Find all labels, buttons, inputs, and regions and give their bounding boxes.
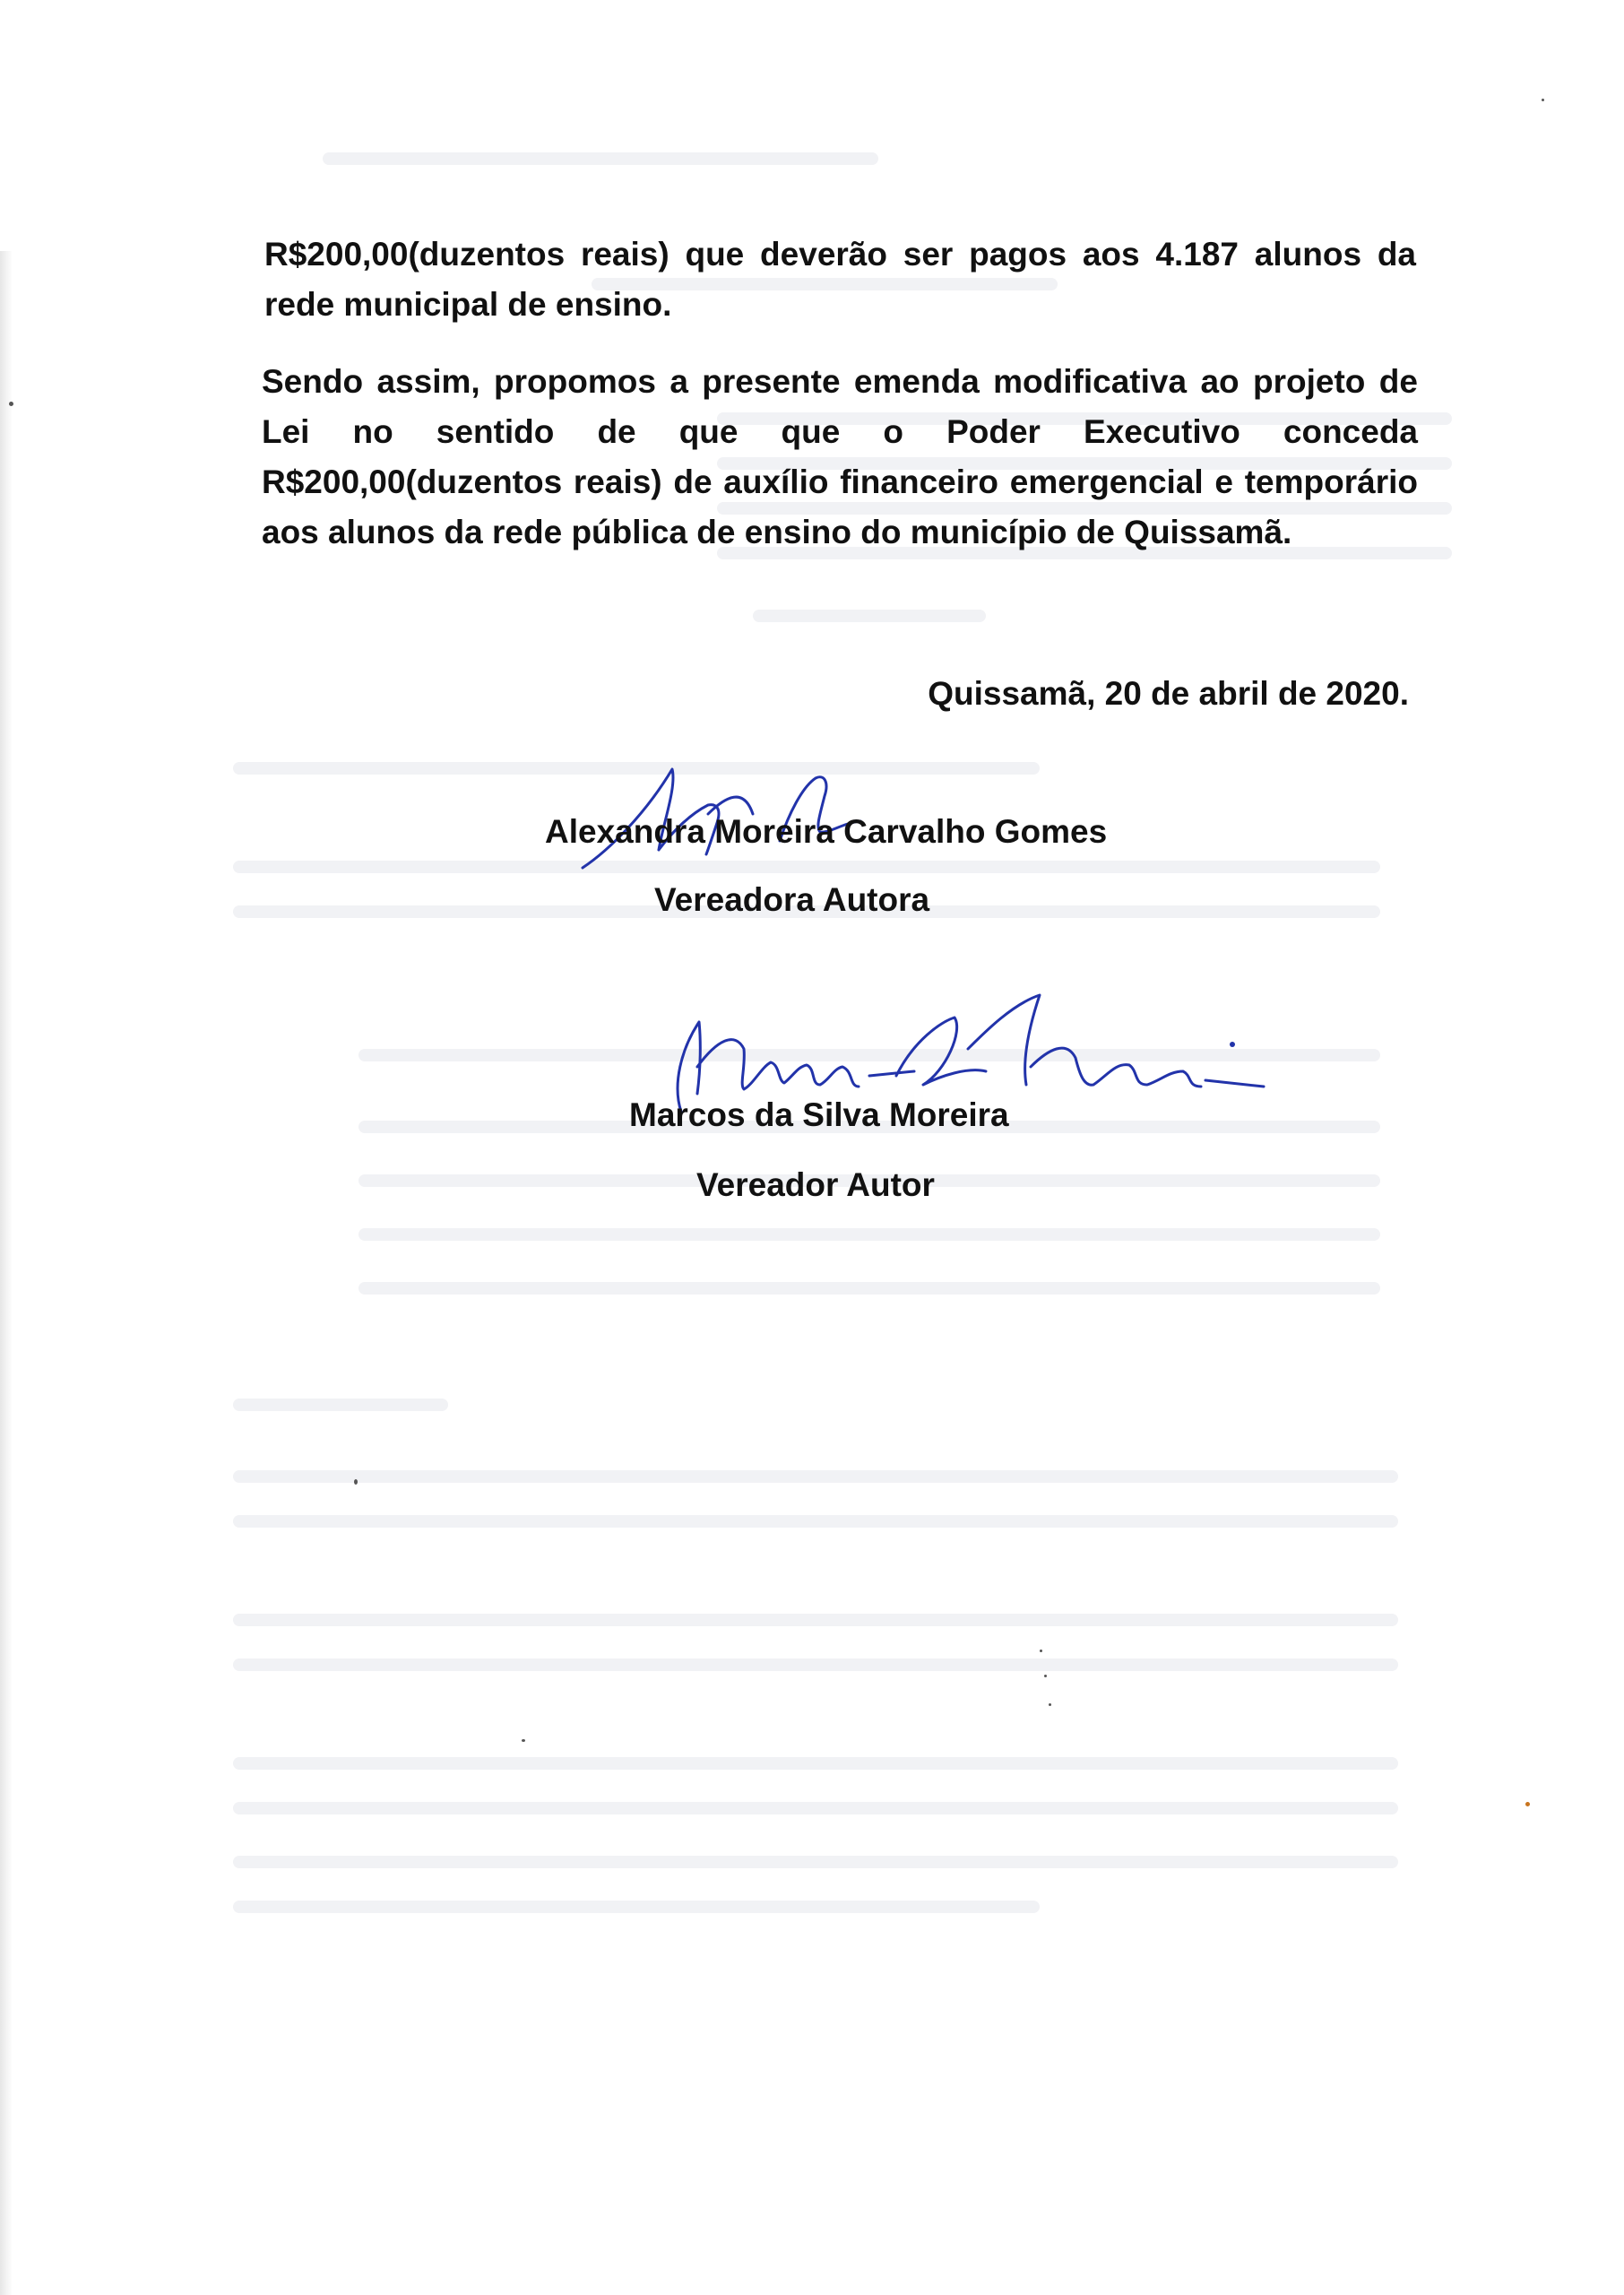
scan-speck <box>354 1479 358 1485</box>
ghost-line <box>358 1228 1380 1241</box>
body-paragraph-1: R$200,00(duzentos reais) que deverão ser pagos aos 4.187 alunos da rede municipal de ensino. <box>264 236 1416 323</box>
ghost-line <box>233 1515 1398 1528</box>
ghost-line <box>753 610 986 622</box>
ghost-line <box>233 1470 1398 1483</box>
signatory-1-role: Vereadora Autora <box>654 881 930 918</box>
scan-speck <box>9 402 13 406</box>
date-line: Quissamã, 20 de abril de 2020. <box>928 675 1409 712</box>
ghost-line <box>323 152 878 165</box>
ghost-line <box>233 1901 1040 1913</box>
signatory-1-name: Alexandra Moreira Carvalho Gomes <box>545 813 1108 850</box>
scan-speck <box>1044 1675 1047 1677</box>
ghost-line <box>233 1399 448 1411</box>
ghost-line <box>233 1658 1398 1671</box>
scan-speck <box>522 1739 525 1742</box>
scan-speck <box>1040 1650 1042 1652</box>
ghost-line <box>233 1614 1398 1626</box>
scan-speck <box>1542 99 1544 101</box>
ghost-line <box>233 1802 1398 1814</box>
scan-speck <box>1525 1802 1530 1806</box>
signatory-2-role: Vereador Autor <box>696 1166 935 1203</box>
scan-speck <box>1049 1703 1051 1706</box>
signatory-2-name: Marcos da Silva Moreira <box>629 1096 1009 1133</box>
ghost-line <box>233 1856 1398 1868</box>
ghost-line <box>233 1757 1398 1770</box>
ghost-line <box>358 1282 1380 1295</box>
scan-edge-shadow <box>0 251 13 2295</box>
body-paragraph-2: Sendo assim, propomos a presente emenda modificativa ao projeto de Lei no sentido de que que o Poder Executivo conceda R$200,00(duzentos reais) de auxílio financeiro emergencial e temporário aos alunos da rede pública de ensino do município de Quissamã. <box>262 363 1418 550</box>
